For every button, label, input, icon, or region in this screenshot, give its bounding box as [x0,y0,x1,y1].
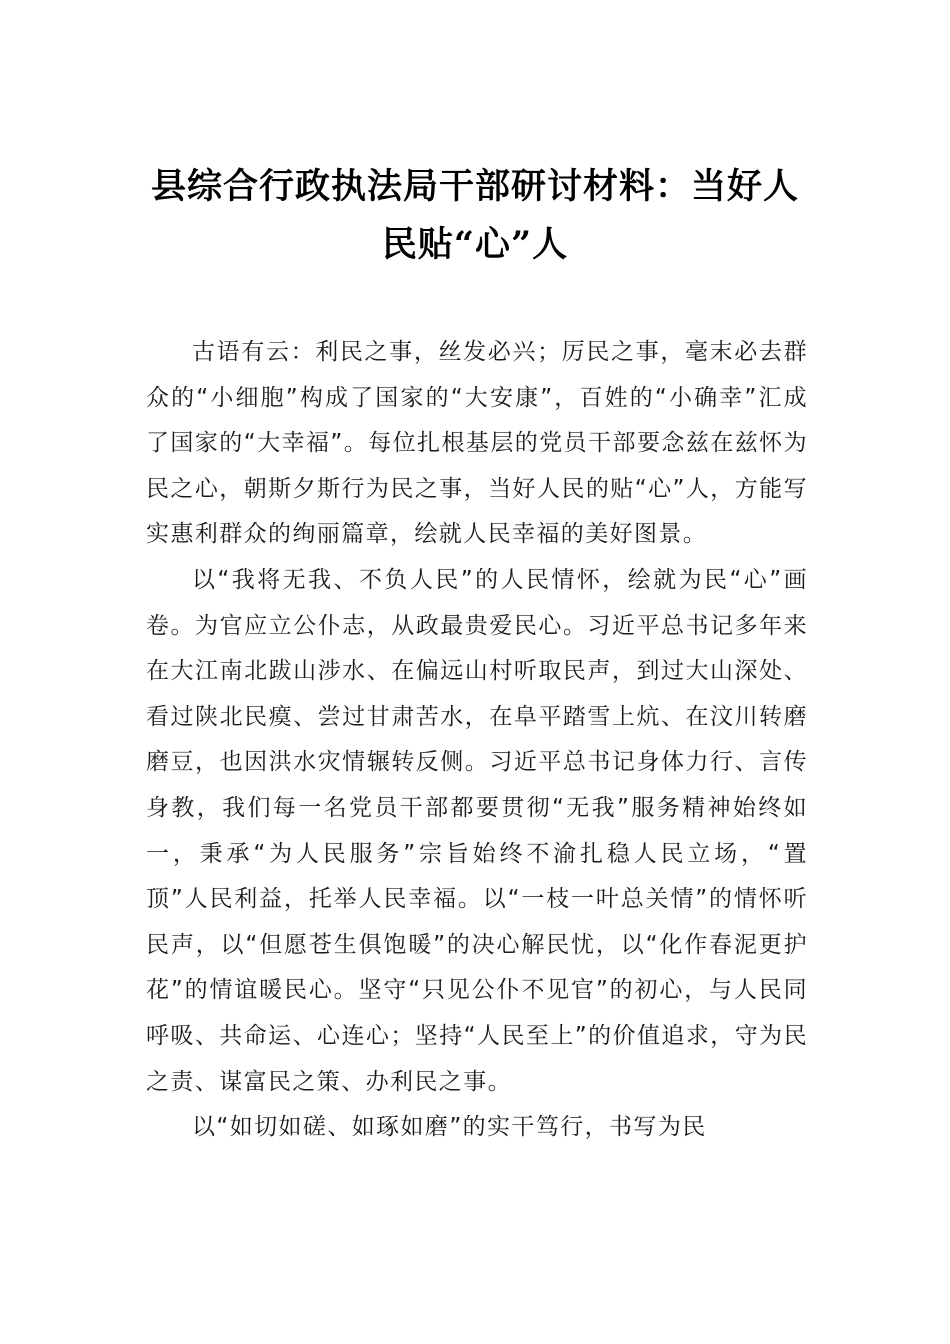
title-line-2: 民贴“心”人 [381,224,569,265]
document-body [146,330,808,1151]
title-line-1: 县综合行政执法局干部研讨材料：当好人 [150,166,799,207]
paragraph-1: 古语有云：利民之事，丝发必兴；厉民之事，毫末必去群众的“小细胞”构成了国家的“大安康”，百姓的“小确幸”汇成了国家的“大幸福”。每位扎根基层的党员干部要念兹在兹怀为民之心，朝斯夕斯行为民之事，当好人民的贴“心”人，方能写实惠利群众的绚丽篇章，绘就人民幸福的美好图景。 [146,339,808,548]
paragraph-3: 以“如切如磋、如琢如磨”的实干笃行，书写为民 [192,1114,707,1141]
document-title [140,158,810,274]
paragraph-2: 以“我将无我、不负人民”的人民情怀，绘就为民“心”画卷。为官应立公仆志，从政最贵爱民心。习近平总书记多年来在大江南北跋山涉水、在偏远山村听取民声，到过大山深处、看过陕北民瘼、尝过甘肃苦水，在阜平踏雪上炕、在汶川转磨磨豆，也因洪水灾情辗转反侧。习近平总书记身体力行、言传身教，我们每一名党员干部都要贯彻“无我”服务精神始终如一，秉承“为人民服务”宗旨始终不渝扎稳人民立场，“置顶”人民利益，托举人民幸福。以“一枝一叶总关情”的情怀听民声，以“但愿苍生俱饱暖”的决心解民忧，以“化作春泥更护花”的情谊暖民心。坚守“只见公仆不见官”的初心，与人民同呼吸、共命运、心连心；坚持“人民至上”的价值追求，守为民之责、谋富民之策、办利民之事。 [146,566,808,1095]
